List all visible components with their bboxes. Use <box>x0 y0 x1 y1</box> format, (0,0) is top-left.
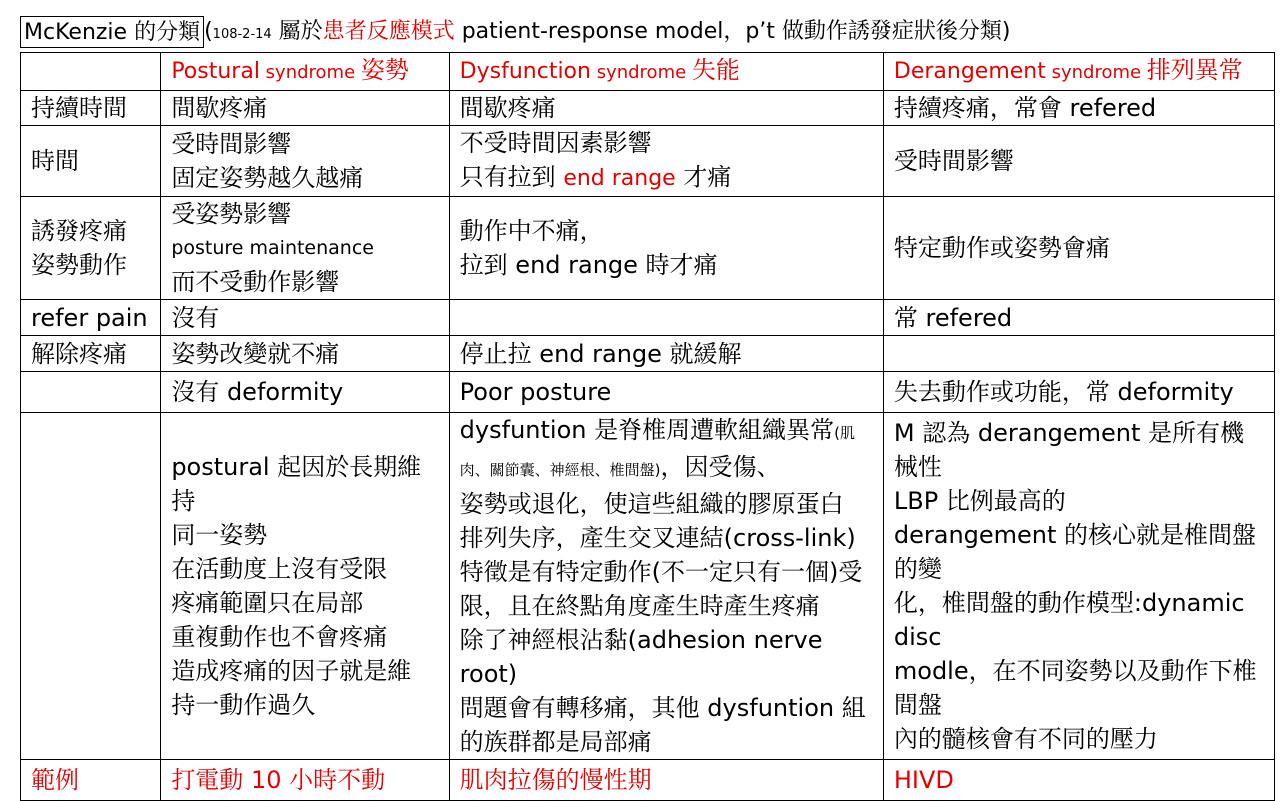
row-trigger-label-line: 誘發疼痛 <box>31 217 127 245</box>
row-trigger-postural-line: 而不受動作影響 <box>171 268 340 296</box>
row-deformity <box>21 372 1275 413</box>
row-notes-derangement-line: 化，椎間盤的動作模型:dynamic disc <box>893 589 1245 651</box>
row-notes-derangement-line: LBP 比例最高的 <box>893 487 1066 515</box>
row-notes-postural-line: 同一姿勢 <box>171 521 268 549</box>
row-notes-dysfunction-line <box>460 413 873 450</box>
row-notes-dys-tiny2: 肉、關節囊、神經根、椎間盤) <box>459 461 661 479</box>
row-notes-dysfunction-line: 特徵是有特定動作(不一定只有一個)受 <box>459 558 863 586</box>
row-time-dysfunction-red: end range <box>563 166 676 191</box>
row-example-dysfunction: 肌肉拉傷的慢性期 <box>449 760 883 801</box>
row-notes-dysfunction-line: 問題會有轉移痛，其他 dysfuntion 組 <box>459 694 866 722</box>
row-trigger-dysfunction-line: 動作中不痛， <box>459 217 604 245</box>
row-duration-dysfunction: 間歇疼痛 <box>449 91 883 126</box>
title-red-text: 患者反應模式 <box>322 19 455 44</box>
row-notes-derangement-line: M 認為 derangement 是所有機械性 <box>893 419 1245 481</box>
row-notes <box>21 413 1275 760</box>
row-refer-postural: 沒有 <box>161 300 449 336</box>
title-text-before: 屬於 <box>271 19 323 44</box>
row-refer-label: refer pain <box>21 300 161 336</box>
row-notes-dysfunction-line <box>460 450 873 487</box>
mckenzie-table <box>20 52 1275 801</box>
header-postural-zh: 姿勢 <box>360 56 409 84</box>
row-trigger-dysfunction <box>449 197 883 300</box>
header-postural-syn: syndrome <box>259 62 361 83</box>
row-notes-dysfunction-line: 排列失序，產生交叉連結(cross-link) <box>459 524 856 552</box>
header-row <box>21 53 1275 91</box>
header-postural-en: Postural <box>171 59 260 84</box>
header-dysfunction <box>449 53 883 91</box>
row-trigger-label-line: 姿勢動作 <box>31 251 127 279</box>
row-time-label: 時間 <box>21 126 161 197</box>
row-duration-postural: 間歇疼痛 <box>161 91 449 126</box>
row-example <box>21 760 1275 801</box>
row-notes-dysfunction <box>449 413 883 760</box>
row-time-dysfunction-post: 才痛 <box>675 163 732 191</box>
row-notes-dysfunction-line: 限，且在終點角度產生時產生疼痛 <box>459 592 820 620</box>
page-title <box>20 13 1011 51</box>
row-relief-derangement <box>883 336 1274 372</box>
row-notes-postural-line: postural 起因於長期維持 <box>171 453 422 515</box>
row-refer-derangement: 常 refered <box>883 300 1274 336</box>
row-trigger-label <box>21 197 161 300</box>
row-relief-dysfunction: 停止拉 end range 就緩解 <box>449 336 883 372</box>
row-refer-dysfunction <box>449 300 883 336</box>
row-notes-postural-line: 持一動作過久 <box>171 691 316 719</box>
row-example-derangement: HIVD <box>883 760 1274 801</box>
row-time-postural-line: 受時間影響 <box>171 130 292 158</box>
row-duration <box>21 91 1275 126</box>
row-time-postural-line: 固定姿勢越久越痛 <box>171 164 364 192</box>
row-time-dysfunction-line: 不受時間因素影響 <box>459 129 652 157</box>
row-example-label: 範例 <box>21 760 161 801</box>
row-time-derangement: 受時間影響 <box>883 126 1274 197</box>
row-duration-label: 持續時間 <box>21 91 161 126</box>
row-notes-derangement-line: 內的髓核會有不同的壓力 <box>893 725 1158 753</box>
row-notes-dysfunction-line: 姿勢或退化，使這些組織的膠原蛋白 <box>459 490 844 518</box>
row-trigger-postural <box>161 197 449 300</box>
title-date: 108-2-14 <box>212 27 272 42</box>
row-deformity-postural: 沒有 deformity <box>161 372 449 413</box>
row-notes-postural-line: 疼痛範圍只在局部 <box>171 589 364 617</box>
title-paren: ( <box>204 19 213 44</box>
header-derangement-en: Derangement <box>893 59 1046 84</box>
row-notes-postural <box>161 413 449 760</box>
row-example-postural: 打電動 10 小時不動 <box>161 760 449 801</box>
row-deformity-label <box>21 372 161 413</box>
row-notes-dys-tiny1: (肌 <box>834 424 855 442</box>
row-notes-derangement <box>883 413 1274 760</box>
header-derangement-syn: syndrome <box>1045 62 1147 83</box>
title-text-after: patient-response model，p’t 做動作誘發症狀後分類) <box>454 19 1011 44</box>
row-notes-derangement-line: modle，在不同姿勢以及動作下椎間盤 <box>893 657 1257 719</box>
header-dysfunction-zh: 失能 <box>691 56 740 84</box>
header-corner-cell <box>21 53 161 91</box>
row-notes-dysfunction-line: 除了神經根沾黏(adhesion nerve root) <box>459 626 823 688</box>
row-time-dysfunction-line <box>460 160 873 196</box>
row-trigger-dysfunction-line: 拉到 end range 時才痛 <box>459 251 718 279</box>
header-dysfunction-syn: syndrome <box>590 62 692 83</box>
row-relief <box>21 336 1275 372</box>
row-relief-label: 解除疼痛 <box>21 336 161 372</box>
row-notes-dys-main1: dysfuntion 是脊椎周遭軟組織異常 <box>459 416 835 444</box>
row-notes-postural-line: 造成疼痛的因子就是維 <box>171 657 412 685</box>
row-time-dysfunction <box>449 126 883 197</box>
row-deformity-derangement: 失去動作或功能，常 deformity <box>883 372 1274 413</box>
row-notes-dys-main2: ，因受傷、 <box>660 453 781 481</box>
row-notes-derangement-line: derangement 的核心就是椎間盤的變 <box>893 521 1257 583</box>
row-time <box>21 126 1275 197</box>
row-trigger-derangement: 特定動作或姿勢會痛 <box>883 197 1274 300</box>
title-boxed: McKenzie 的分類 <box>20 16 204 48</box>
row-refer <box>21 300 1275 336</box>
row-trigger-postural-line: posture maintenance <box>171 237 374 259</box>
row-notes-dysfunction-line: 的族群都是局部痛 <box>459 728 652 756</box>
row-notes-postural-line: 重複動作也不會疼痛 <box>171 623 388 651</box>
row-duration-derangement: 持續疼痛，常會 refered <box>883 91 1274 126</box>
row-time-dysfunction-pre: 只有拉到 <box>459 163 564 191</box>
header-postural <box>161 53 449 91</box>
header-derangement-zh: 排列異常 <box>1146 56 1243 84</box>
row-time-postural <box>161 126 449 197</box>
row-notes-label <box>21 413 161 760</box>
row-trigger-postural-line: 受姿勢影響 <box>171 200 292 228</box>
row-notes-postural-line: 在活動度上沒有受限 <box>171 555 388 583</box>
header-dysfunction-en: Dysfunction <box>459 59 591 84</box>
row-relief-postural: 姿勢改變就不痛 <box>161 336 449 372</box>
header-derangement <box>883 53 1274 91</box>
row-deformity-dysfunction: Poor posture <box>449 372 883 413</box>
row-trigger <box>21 197 1275 300</box>
